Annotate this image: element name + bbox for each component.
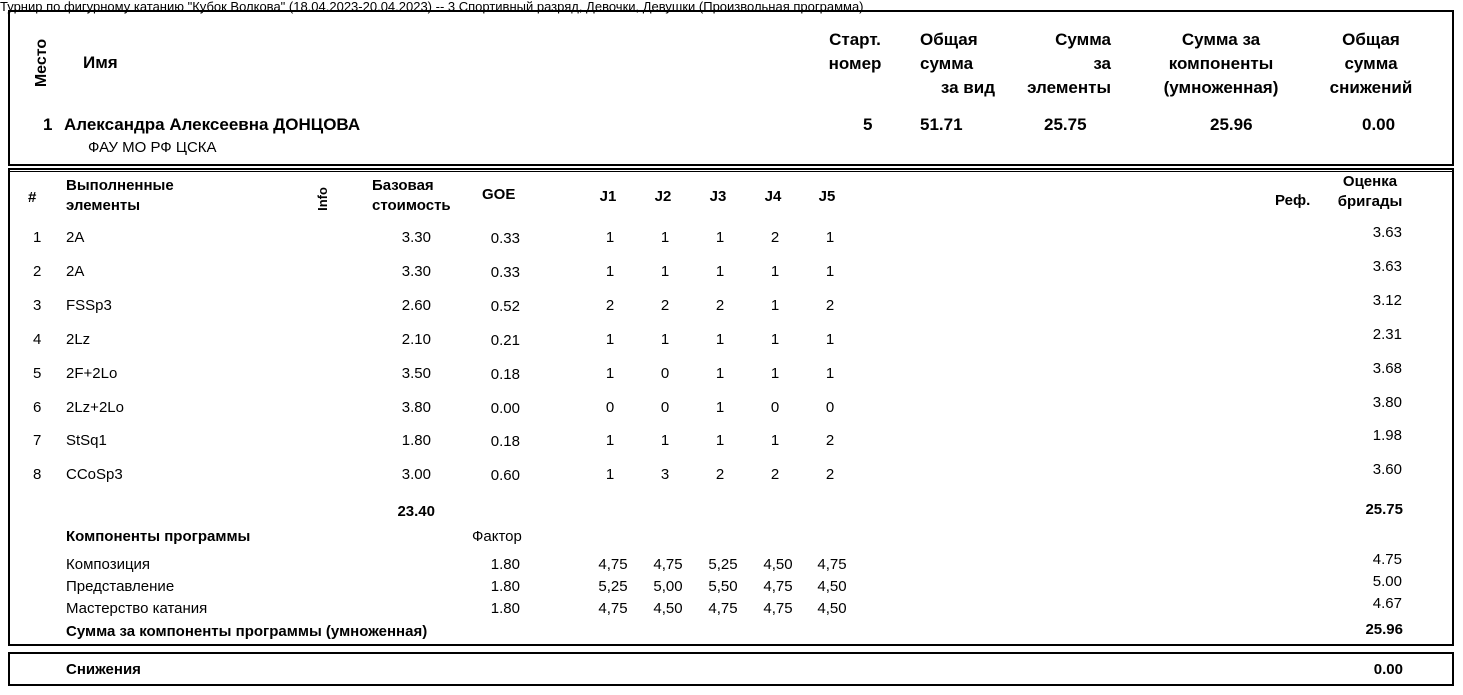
- element-code: 2A: [66, 263, 85, 280]
- component-judge-score: 5,50: [708, 578, 738, 595]
- element-judge-score: 0: [605, 399, 615, 416]
- element-base-value: 3.30: [401, 263, 431, 280]
- component-judge-score: 4,75: [598, 600, 628, 617]
- component-judge-score: 5,00: [653, 578, 683, 595]
- component-judge-score: 5,25: [708, 556, 738, 573]
- skater-club: ФАУ МО РФ ЦСКА: [88, 139, 217, 156]
- element-judge-score: 1: [605, 466, 615, 483]
- component-factor: 1.80: [490, 600, 520, 617]
- component-score: 4.75: [1372, 551, 1402, 568]
- element-judge-score: 1: [715, 399, 725, 416]
- element-judge-score: 1: [825, 263, 835, 280]
- element-panel-score: 3.63: [1372, 258, 1402, 275]
- header-deductions: Общая сумма снижений: [1329, 30, 1413, 97]
- header-goe: GOE: [482, 186, 516, 203]
- header-element-number: #: [28, 189, 37, 206]
- element-judge-score: 1: [605, 331, 615, 348]
- skater-components-score: 25.96: [1210, 115, 1253, 134]
- element-judge-score: 1: [770, 297, 780, 314]
- element-judge-score: 2: [825, 432, 835, 449]
- element-panel-score: 3.60: [1372, 461, 1402, 478]
- element-judge-score: 1: [715, 432, 725, 449]
- header-info: Info: [315, 187, 330, 211]
- element-base-value: 2.10: [401, 331, 431, 348]
- component-name: Мастерство катания: [66, 600, 208, 617]
- element-number: 5: [33, 365, 42, 382]
- skater-rank: 1: [43, 115, 53, 134]
- element-judge-score: 0: [660, 399, 670, 416]
- element-judge-score: 1: [825, 331, 835, 348]
- element-judge-score: 3: [660, 466, 670, 483]
- element-judge-score: 2: [825, 466, 835, 483]
- element-base-value: 3.80: [401, 399, 431, 416]
- element-judge-score: 1: [770, 432, 780, 449]
- element-judge-score: 1: [770, 331, 780, 348]
- header-j1: J1: [599, 188, 617, 205]
- element-base-value: 2.60: [401, 297, 431, 314]
- element-judge-score: 2: [770, 466, 780, 483]
- header-j4: J4: [764, 188, 782, 205]
- factor-label: Фактор: [472, 528, 522, 545]
- header-components-score: Сумма за компоненты (умноженная): [1163, 30, 1279, 97]
- header-j3: J3: [709, 188, 727, 205]
- component-factor: 1.80: [490, 578, 520, 595]
- element-goe: 0.00: [490, 400, 520, 417]
- component-score: 5.00: [1372, 573, 1402, 590]
- element-code: 2Lz: [66, 331, 91, 348]
- element-number: 4: [33, 331, 42, 348]
- header-panel-score: Оценка бригады: [1337, 173, 1403, 210]
- element-code: FSSp3: [66, 297, 112, 314]
- component-score: 4.67: [1372, 595, 1402, 612]
- element-judge-score: 2: [660, 297, 670, 314]
- element-judge-score: 0: [660, 365, 670, 382]
- component-judge-score: 4,50: [653, 600, 683, 617]
- element-code: 2Lz+2Lo: [66, 399, 124, 416]
- element-goe: 0.21: [490, 332, 520, 349]
- component-judge-score: 4,50: [817, 600, 847, 617]
- element-panel-score: 2.31: [1372, 326, 1402, 343]
- element-judge-score: 1: [660, 229, 670, 246]
- element-judge-score: 1: [660, 263, 670, 280]
- element-panel-score: 3.80: [1372, 394, 1402, 411]
- element-judge-score: 1: [825, 365, 835, 382]
- header-base-value: Базовая стоимость: [372, 177, 451, 214]
- skater-start-number: 5: [863, 115, 873, 134]
- element-judge-score: 2: [605, 297, 615, 314]
- element-judge-score: 1: [770, 263, 780, 280]
- element-judge-score: 1: [660, 432, 670, 449]
- element-code: 2F+2Lo: [66, 365, 118, 382]
- elements-divider: [10, 171, 1452, 172]
- component-name: Композиция: [66, 556, 151, 573]
- component-factor: 1.80: [490, 556, 520, 573]
- element-judge-score: 2: [715, 297, 725, 314]
- skater-name: Александра Алексеевна ДОНЦОВА: [64, 115, 361, 134]
- element-judge-score: 1: [715, 229, 725, 246]
- component-judge-score: 4,75: [817, 556, 847, 573]
- element-base-value: 3.50: [401, 365, 431, 382]
- element-judge-score: 1: [715, 365, 725, 382]
- element-goe: 0.18: [490, 433, 520, 450]
- element-judge-score: 2: [770, 229, 780, 246]
- element-goe: 0.18: [490, 366, 520, 383]
- deductions-label: Снижения: [66, 661, 141, 678]
- element-number: 8: [33, 466, 42, 483]
- element-number: 7: [33, 432, 42, 449]
- components-total: 25.96: [1365, 621, 1403, 638]
- header-total-score: Общая сумма за вид: [920, 30, 995, 97]
- element-judge-score: 1: [605, 229, 615, 246]
- element-panel-score: 3.63: [1372, 224, 1402, 241]
- component-judge-score: 4,75: [653, 556, 683, 573]
- element-base-value: 3.00: [401, 466, 431, 483]
- element-panel-score: 1.98: [1372, 427, 1402, 444]
- element-number: 3: [33, 297, 42, 314]
- skater-elements-score: 25.75: [1044, 115, 1087, 134]
- elements-score-total: 25.75: [1365, 501, 1403, 518]
- component-judge-score: 4,75: [763, 600, 793, 617]
- header-start-number: Старт. номер: [828, 30, 882, 73]
- element-judge-score: 1: [770, 365, 780, 382]
- element-panel-score: 3.12: [1372, 292, 1402, 309]
- element-goe: 0.60: [490, 467, 520, 484]
- deductions-box: [8, 652, 1454, 686]
- element-judge-score: 1: [605, 365, 615, 382]
- element-goe: 0.33: [490, 230, 520, 247]
- header-referee: Реф.: [1275, 192, 1311, 209]
- header-executed-elements: Выполненные элементы: [66, 177, 174, 214]
- element-judge-score: 0: [825, 399, 835, 416]
- skater-total-score: 51.71: [920, 115, 963, 134]
- element-base-value: 3.30: [401, 229, 431, 246]
- element-judge-score: 1: [605, 432, 615, 449]
- element-judge-score: 1: [715, 263, 725, 280]
- header-j2: J2: [654, 188, 672, 205]
- document-caption: Турнир по фигурному катанию "Кубок Волкова" (18.04.2023-20.04.2023) -- 3 Спортивный разряд, Девочки, Девушки (Произвольная программа): [0, 0, 864, 14]
- header-elements-score: Сумма за элементы: [1027, 30, 1111, 97]
- element-goe: 0.52: [490, 298, 520, 315]
- component-judge-score: 5,25: [598, 578, 628, 595]
- component-judge-score: 4,75: [708, 600, 738, 617]
- component-name: Представление: [66, 578, 175, 595]
- element-judge-score: 1: [825, 229, 835, 246]
- component-judge-score: 4,75: [763, 578, 793, 595]
- header-place: Место: [33, 38, 50, 88]
- element-code: CCoSp3: [66, 466, 123, 483]
- element-number: 6: [33, 399, 42, 416]
- component-judge-score: 4,50: [817, 578, 847, 595]
- element-judge-score: 1: [660, 331, 670, 348]
- element-judge-score: 2: [715, 466, 725, 483]
- element-code: StSq1: [66, 432, 107, 449]
- components-total-label: Сумма за компоненты программы (умноженная): [66, 623, 428, 640]
- header-j5: J5: [818, 188, 836, 205]
- element-number: 1: [33, 229, 42, 246]
- element-judge-score: 1: [605, 263, 615, 280]
- header-name: Имя: [83, 53, 118, 72]
- element-panel-score: 3.68: [1372, 360, 1402, 377]
- element-base-value: 1.80: [401, 432, 431, 449]
- element-code: 2A: [66, 229, 85, 246]
- element-judge-score: 0: [770, 399, 780, 416]
- deductions-value: 0.00: [1373, 661, 1403, 678]
- component-judge-score: 4,50: [763, 556, 793, 573]
- component-judge-score: 4,75: [598, 556, 628, 573]
- element-judge-score: 2: [825, 297, 835, 314]
- components-title: Компоненты программы: [66, 528, 251, 545]
- element-goe: 0.33: [490, 264, 520, 281]
- base-value-total: 23.40: [397, 503, 435, 520]
- element-number: 2: [33, 263, 42, 280]
- element-judge-score: 1: [715, 331, 725, 348]
- skater-deductions: 0.00: [1362, 115, 1396, 134]
